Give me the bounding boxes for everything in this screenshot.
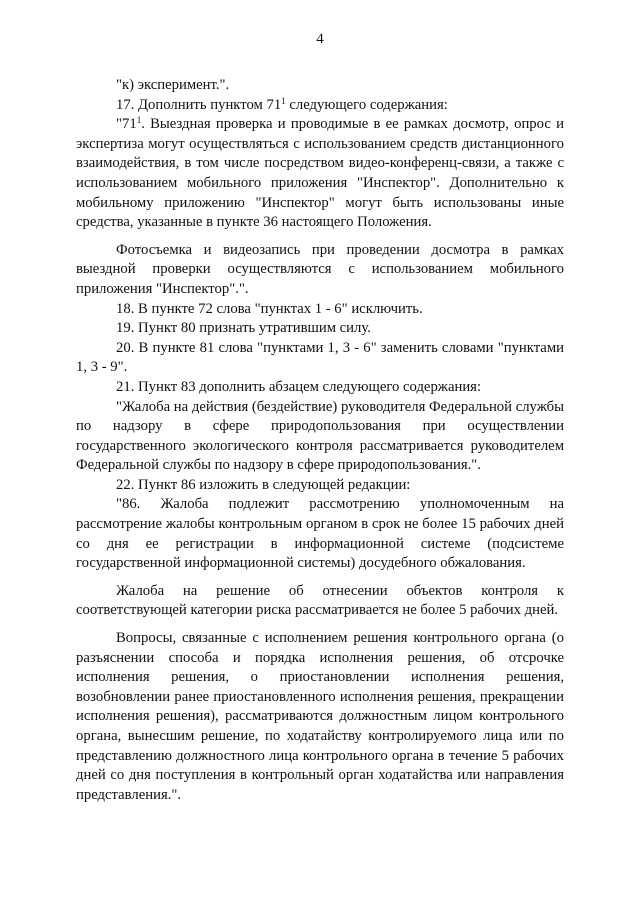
paragraph-item-19: 19. Пункт 80 признать утратившим силу. [116, 320, 371, 337]
paragraph-photo-video: Фотосъемка и видеозапись при проведении досмотра в рамках выездной проверки осуществляются с использованием мобильного приложения "Инспектор".". [76, 241, 564, 297]
paragraph-item-20: 20. В пункте 81 слова "пунктами 1, 3 - 6" заменить словами "пунктами 1, 3 - 9". [76, 339, 564, 376]
paragraph-item-22: 22. Пункт 86 изложить в следующей редакции: [116, 476, 411, 493]
paragraph-point-86: "86. Жалоба подлежит рассмотрению уполномоченным на рассмотрение жалобы контрольным органом в срок не более 15 рабочих дней со дня ее регистрации в информационной системе (подсистеме государственной информационной системы) досудебного обжалования. [76, 496, 564, 572]
paragraph-risk-category: Жалоба на решение об отнесении объектов контроля к соответствующей категории риска рассматривается не более 5 рабочих дней. [76, 582, 564, 619]
paragraph-item-17 [76, 96, 564, 116]
superscript: 1 [136, 115, 142, 126]
paragraph-item-18: 18. В пункте 72 слова "пунктах 1 - 6" исключить. [116, 300, 423, 317]
item-17-text: 17. Дополнить пунктом 71 [116, 96, 282, 113]
paragraph-point-71-1 [76, 115, 564, 233]
point-71-1-text: . Выездная проверка и проводимые в ее рамках досмотр, опрос и экспертиза могут осуществляться с использованием средств дистанционного взаимодействия, в том числе посредством видео-конференц-связи, а также с использованием мобильного приложения "Инспектор". Дополнительно к мобильному приложению "Инспектор" могут быть использованы иные средства, указанные в пункте 36 настоящего Положения. [76, 116, 564, 231]
page-number: 4 [316, 31, 324, 47]
paragraph-complaint-head: "Жалоба на действия (бездействие) руководителя Федеральной службы по надзору в сфере природопользования при осуществлении государственного экологического контроля рассматривается руководителем Федеральной службы по надзору в сфере природопользования.". [76, 398, 564, 474]
item-17-text-end: следующего содержания: [285, 96, 448, 113]
paragraph-item-21: 21. Пункт 83 дополнить абзацем следующего содержания: [116, 378, 482, 395]
paragraph-experiment: "к) эксперимент.". [116, 77, 230, 93]
point-71-1-number: "71 [116, 116, 137, 133]
paragraph-decision-execution: Вопросы, связанные с исполнением решения контрольного органа (о разъяснении способа и порядка исполнения решения, об отсрочке исполнения решения, о приостановлении исполнения решения, возобновлении ранее приостановленного исполнения решения, прекращении исполнения решения), рассматриваются должностным лицом контрольного органа, вынесшим решение, по ходатайству контролируемого лица или по представлению должностного лица контрольного органа в течение 5 рабочих дней со дня поступления в контрольный орган ходатайства или направления представления.". [76, 630, 564, 803]
document-body [76, 76, 564, 805]
superscript: 1 [281, 95, 286, 106]
